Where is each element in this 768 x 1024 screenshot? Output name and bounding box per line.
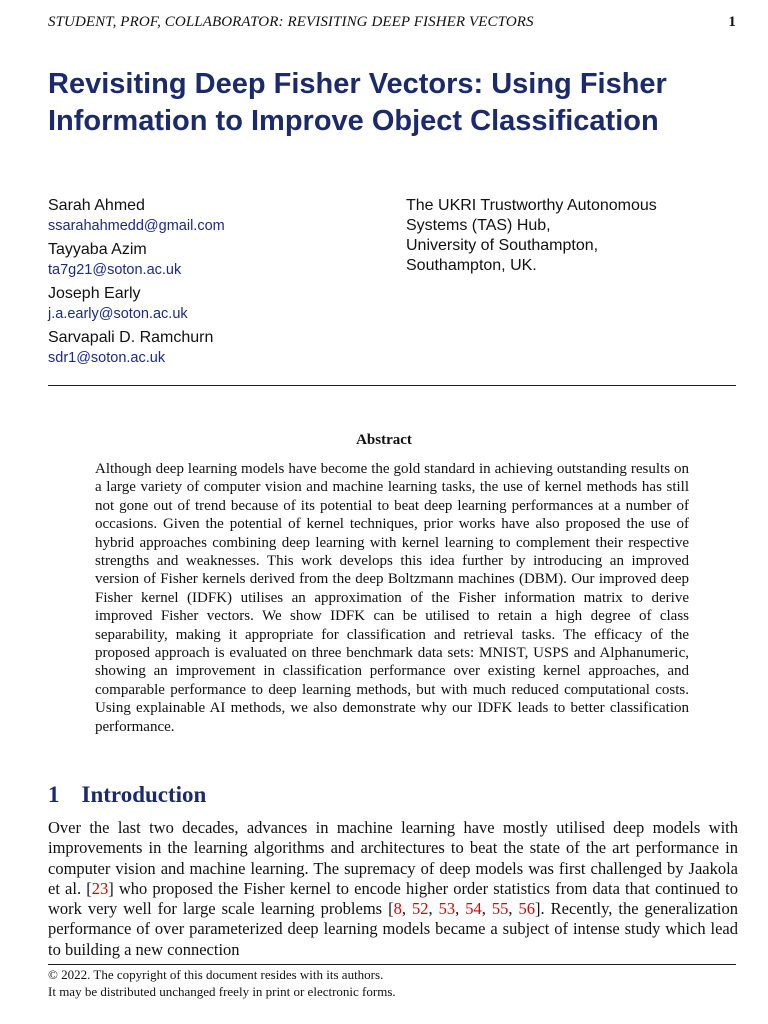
author-entry — [48, 284, 225, 324]
citation-link[interactable]: 23 — [91, 878, 109, 898]
intro-text: Over the last two decades, advances in machine learning have mostly utilised deep models with improvements in the learning algorithms and architectures to beat the state of the art performance in computer vision and machine learning. The supremacy of deep models was first challenged by Jaakola et al. [ — [48, 818, 738, 898]
affiliation-line: University of Southampton, — [406, 237, 599, 254]
author-entry — [48, 240, 225, 280]
author-name: Sarah Ahmed — [48, 197, 145, 214]
citation-link[interactable]: 53 — [438, 899, 456, 919]
author-email-link[interactable]: ta7g21@soton.ac.uk — [48, 262, 182, 278]
citation-separator: , — [428, 899, 439, 919]
footer-line: © 2022. The copyright of this document resides with its authors. — [48, 967, 384, 982]
author-entry — [48, 328, 225, 368]
section-title: Introduction — [81, 782, 207, 807]
citation-link[interactable]: 55 — [491, 899, 509, 919]
footer-line: It may be distributed unchanged freely in print or electronic forms. — [48, 984, 396, 999]
author-list — [48, 196, 225, 372]
author-email-link[interactable]: sdr1@soton.ac.uk — [48, 350, 166, 366]
citation-separator: , — [455, 899, 466, 919]
running-title: STUDENT, PROF, COLLABORATOR: REVISITING DEEP FISHER VECTORS — [48, 14, 534, 30]
citation-separator: , — [401, 899, 412, 919]
author-email-link[interactable]: ssarahahmedd@gmail.com — [48, 218, 225, 234]
citation-link[interactable]: 54 — [465, 899, 482, 919]
intro-text: ]. Recently, the generalization performance of over parameterized deep learning models became a subject of intense study which lead to building a new connection — [48, 899, 739, 959]
abstract-body: Although deep learning models have become the gold standard in achieving outstanding results on a large variety of computer vision and machine learning tasks, the use of kernel methods has still not gone out of trend because of its potential to beat deep learning performances at a number of occasions. Given the potential of kernel techniques, prior works have also proposed the use of hybrid approaches combining deep learning with kernel learning to complement their respective strengths and weaknesses. This work develops this idea further by introducing an improved version of Fisher kernels derived from the deep Boltzmann machines (DBM). Our improved deep Fisher kernel (IDFK) utilises an approximation of the Fisher information matrix to derive improved Fisher vectors. We show IDFK can be utilised to retain a high degree of class separability, making it appropriate for classification and retrieval tasks. The efficacy of the proposed approach is evaluated on three benchmark data sets: MNIST, USPS and Alphanumeric, showing an improvement in classification performance over existing kernel approaches, and comparable performance to deep learning methods, but with much reduced computational costs. Using explainable AI methods, we also demonstrate why our IDFK leads to better classification performance. — [95, 461, 689, 735]
citation-separator: , — [508, 899, 519, 919]
affiliation-line: The UKRI Trustworthy Autonomous — [406, 197, 657, 214]
author-email-link[interactable]: j.a.early@soton.ac.uk — [48, 306, 188, 322]
author-name: Sarvapali D. Ramchurn — [48, 329, 214, 346]
running-header — [48, 14, 736, 31]
divider-rule — [48, 385, 736, 386]
author-entry — [48, 196, 225, 236]
page-number: 1 — [728, 14, 736, 30]
footer-rule — [48, 964, 736, 965]
paper-title: Revisiting Deep Fisher Vectors: Using Fisher Information to Improve Object Classification — [48, 68, 667, 137]
author-name: Tayyaba Azim — [48, 241, 147, 258]
author-name: Joseph Early — [48, 285, 141, 302]
introduction-paragraph — [48, 818, 738, 960]
citation-link[interactable]: 8 — [393, 899, 402, 919]
citation-separator: , — [481, 899, 492, 919]
citation-link[interactable]: 52 — [411, 899, 429, 919]
affiliation — [406, 196, 726, 276]
affiliation-line: Southampton, UK. — [406, 257, 537, 274]
affiliation-line: Systems (TAS) Hub, — [406, 217, 551, 234]
intro-text: ] who proposed the Fisher kernel to encode higher order statistics from data that continued to work very well for large scale learning problems [ — [48, 878, 738, 919]
copyright-footer — [48, 966, 396, 1000]
abstract-heading: Abstract — [356, 432, 412, 448]
section-heading — [48, 782, 206, 808]
citation-link[interactable]: 56 — [518, 899, 536, 919]
section-number: 1 — [48, 782, 60, 807]
